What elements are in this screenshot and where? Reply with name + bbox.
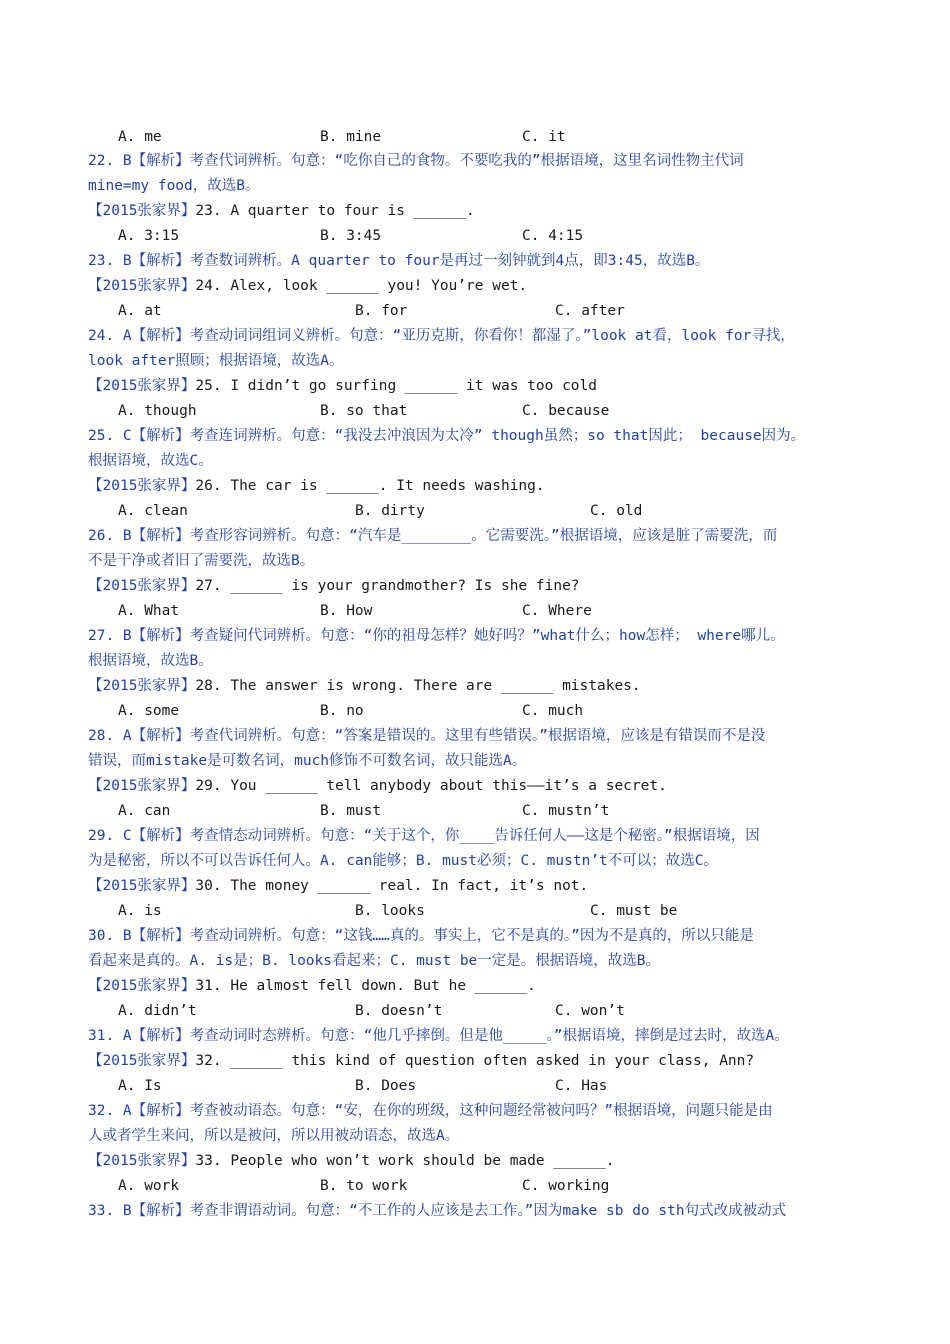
- question-line: [88, 976, 536, 996]
- answer-option: A. some: [118, 703, 180, 719]
- source-tag: 【2015张家界】: [88, 778, 196, 794]
- explanation-line: 为是秘密，所以不可以告诉任何人。A. can能够；B. must必须；C. mustn’t不可以；故选C。: [88, 853, 719, 869]
- explanation-line: 人或者学生来问，所以是被问，所以用被动语态，故选A。: [88, 1128, 460, 1144]
- answer-option: C. much: [522, 703, 584, 719]
- answer-option: C. mustn’t: [522, 803, 610, 819]
- source-tag: 【2015张家界】: [88, 678, 196, 694]
- explanation-line: 29. C【解析】考查情态动词辨析。句意：“关于这个，你____告诉任何人——这是个秘密。”根据语境，因: [88, 828, 760, 844]
- answer-option: B. so that: [320, 403, 408, 419]
- question-text: 32. ______ this kind of question often asked in your class, Ann?: [195, 1053, 755, 1069]
- answer-option: A. can: [118, 803, 171, 819]
- explanation-line: 30. B【解析】考查动词辨析。句意：“这钱……真的。事实上，它不是真的。”因为不是真的，所以只能是: [88, 928, 754, 944]
- source-tag: 【2015张家界】: [88, 378, 196, 394]
- explanation-line: 根据语境，故选B。: [88, 653, 213, 669]
- answer-option: C. Has: [555, 1078, 608, 1094]
- answer-option: A. What: [118, 603, 180, 619]
- explanation-line: mine=my food，故选B。: [88, 178, 260, 194]
- source-tag: 【2015张家界】: [88, 578, 196, 594]
- answer-option: C. because: [522, 403, 610, 419]
- explanation-line: 24. A【解析】考查动词词组词义辨析。句意：“亚历克斯，你看你！都湿了。”look at看，look for寻找，: [88, 328, 795, 344]
- explanation-line: 看起来是真的。A. is是；B. looks看起来；C. must be一定是。根据语境，故选B。: [88, 953, 661, 969]
- answer-option: B. to work: [320, 1178, 408, 1194]
- answer-option: C. after: [555, 303, 625, 319]
- explanation-line: 32. A【解析】考查被动语态。句意：“安，在你的班级，这种问题经常被问吗？”根据语境，问题只能是由: [88, 1103, 773, 1119]
- answer-option: B. no: [320, 703, 364, 719]
- question-text: 27. ______ is your grandmother? Is she fine?: [195, 578, 580, 594]
- question-line: [88, 476, 545, 496]
- question-line: [88, 676, 641, 696]
- answer-option: B. looks: [355, 903, 425, 919]
- explanation-line: 26. B【解析】考查形容词辨析。句意：“汽车是________。它需要洗。”根据语境，应该是脏了需要洗，而: [88, 528, 778, 544]
- question-text: 26. The car is ______. It needs washing.: [195, 478, 545, 494]
- answer-option: A. didn’t: [118, 1003, 197, 1019]
- question-line: [88, 776, 667, 796]
- question-line: [88, 201, 475, 221]
- question-text: 28. The answer is wrong. There are ______ mistakes.: [195, 678, 641, 694]
- answer-option: A. me: [118, 129, 162, 145]
- explanation-line: 不是干净或者旧了需要洗，故选B。: [88, 553, 315, 569]
- source-tag: 【2015张家界】: [88, 1053, 196, 1069]
- question-line: [88, 1151, 614, 1171]
- answer-option: A. though: [118, 403, 197, 419]
- question-line: [88, 576, 580, 596]
- question-line: [88, 876, 588, 896]
- explanation-line: 25. C【解析】考查连词辨析。句意：“我没去冲浪因为太冷” though虽然；so that因此； because因为。: [88, 428, 806, 444]
- explanation-line: 22. B【解析】考查代词辨析。句意：“吃你自己的食物。不要吃我的”根据语境，这里名词性物主代词: [88, 153, 744, 169]
- answer-option: A. 3:15: [118, 228, 180, 244]
- source-tag: 【2015张家界】: [88, 978, 196, 994]
- question-text: 25. I didn’t go surfing ______ it was too cold: [195, 378, 597, 394]
- question-text: 33. People who won’t work should be made ______.: [195, 1153, 615, 1169]
- answer-option: C. old: [590, 503, 643, 519]
- answer-option: B. for: [355, 303, 408, 319]
- answer-option: A. at: [118, 303, 162, 319]
- answer-option: A. clean: [118, 503, 188, 519]
- answer-option: C. won’t: [555, 1003, 625, 1019]
- answer-option: B. doesn’t: [355, 1003, 443, 1019]
- source-tag: 【2015张家界】: [88, 478, 196, 494]
- question-text: 29. You ______ tell anybody about this——it’s a secret.: [195, 778, 667, 794]
- question-line: [88, 1051, 754, 1071]
- answer-option: B. mine: [320, 129, 382, 145]
- explanation-line: 27. B【解析】考查疑问代词辨析。句意：“你的祖母怎样？她好吗？”what什么；how怎样； where哪儿。: [88, 628, 785, 644]
- explanation-line: 31. A【解析】考查动词时态辨析。句意：“他几乎摔倒。但是他_____。”根据语境，摔倒是过去时，故选A。: [88, 1028, 789, 1044]
- answer-option: B. How: [320, 603, 373, 619]
- answer-option: B. must: [320, 803, 382, 819]
- question-text: 31. He almost fell down. But he ______.: [195, 978, 536, 994]
- question-line: [88, 376, 597, 396]
- answer-option: B. dirty: [355, 503, 425, 519]
- explanation-line: 33. B【解析】考查非谓语动词。句意：“不工作的人应该是去工作。”因为make sb do sth句式改成被动式: [88, 1203, 787, 1219]
- source-tag: 【2015张家界】: [88, 203, 196, 219]
- answer-option: A. work: [118, 1178, 180, 1194]
- answer-option: C. it: [522, 129, 566, 145]
- answer-option: C. must be: [590, 903, 678, 919]
- answer-option: A. is: [118, 903, 162, 919]
- explanation-line: 错误，而mistake是可数名词，much修饰不可数名词，故只能选A。: [88, 753, 527, 769]
- explanation-line: 23. B【解析】考查数词辨析。A quarter to four是再过一刻钟就到4点，即3:45，故选B。: [88, 253, 710, 269]
- explanation-line: 根据语境，故选C。: [88, 453, 213, 469]
- answer-option: B. 3:45: [320, 228, 382, 244]
- question-text: 24. Alex, look ______ you! You’re wet.: [195, 278, 528, 294]
- answer-option: B. Does: [355, 1078, 417, 1094]
- answer-option: C. working: [522, 1178, 610, 1194]
- source-tag: 【2015张家界】: [88, 878, 196, 894]
- explanation-line: 28. A【解析】考查代词辨析。句意：“答案是错误的。这里有些错误。”根据语境，应该是有错误而不是没: [88, 728, 766, 744]
- answer-option: C. Where: [522, 603, 592, 619]
- answer-option: C. 4:15: [522, 228, 584, 244]
- question-text: 23. A quarter to four is ______.: [195, 203, 475, 219]
- explanation-line: look after照顾；根据语境，故选A。: [88, 353, 344, 369]
- source-tag: 【2015张家界】: [88, 1153, 196, 1169]
- question-text: 30. The money ______ real. In fact, it’s not.: [195, 878, 589, 894]
- source-tag: 【2015张家界】: [88, 278, 196, 294]
- answer-option: A. Is: [118, 1078, 162, 1094]
- question-line: [88, 276, 527, 296]
